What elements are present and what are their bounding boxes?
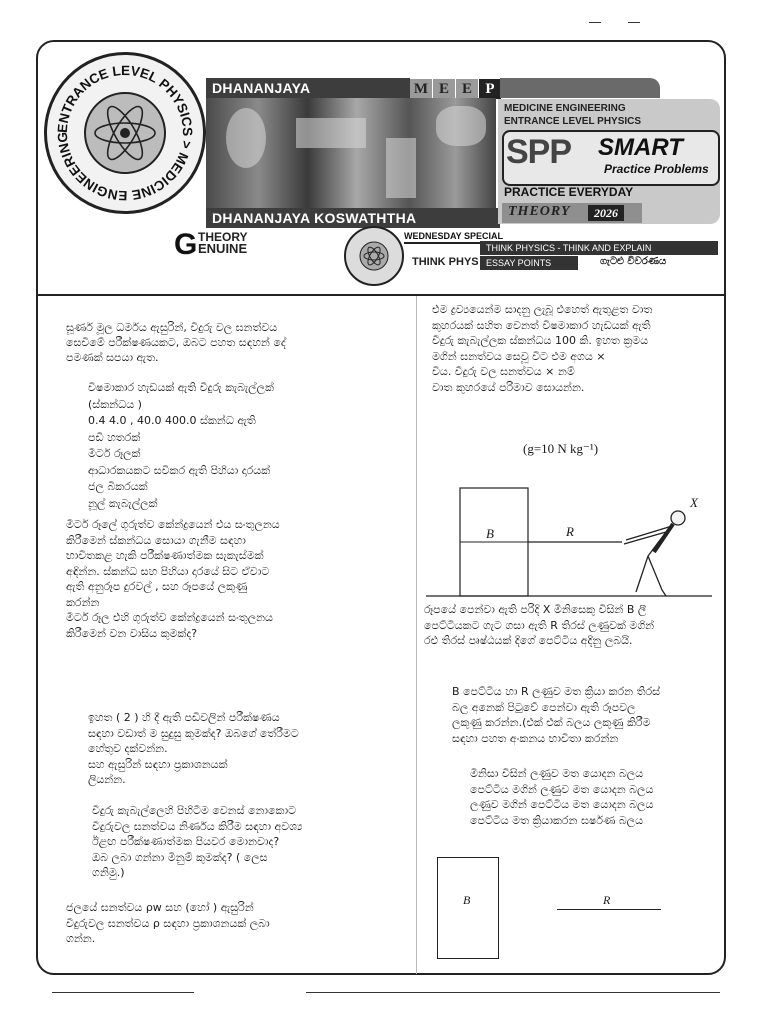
question-1: මීටර් රූලේ ගුරුත්ව කේන්ද්‍රයෙන් එය සංතුලනය කිරීමෙන් ස්කන්ධය සොයා ගැනීම සඳහා භාවිතකළ හැකි පරීක්ෂණාත්මක සැකැස්මක් අඳින්න. ස්කන්ධ සහ පිහියා දාරයේ සිට ඒවාට ඇති අනුරූප දුරවල් , සහ රූපයේ ලකුණු කරන්න මීටර් රූල එහි ගුරුත්ව කේන්ද්‍රයෙන් සංතුලනය කිරීමෙන් වන වාසිය කුමක්ද? bbox=[66, 518, 280, 640]
footer-line-right bbox=[306, 992, 720, 993]
cavity-question: එම ද්‍රව්‍යයෙන්ම සාදනු ලැබූ එහෙත් ඇතුළත වාත කුහරයක් සහිත වෙනත් විෂමාකාර හැඩයක් ඇති වීදුරු කැබැල්ලක ස්කන්ධය 100 කි. ඉහත ක්‍රමය මගින් ඝනත්වය සෙවූ විට එම අගය × විය. වීදුරු වල ඝනත්වය × නම් වාත කුහරයේ පරිමාව සොයන්න. bbox=[432, 303, 653, 394]
header-dash bbox=[628, 22, 640, 23]
man-X-label: X bbox=[690, 495, 698, 510]
think-physics-bar: THINK PHYSICS - THINK AND EXPLAIN bbox=[480, 241, 718, 255]
practice-everyday-text: PRACTICE EVERYDAY bbox=[504, 185, 634, 199]
essay-points-bar: ESSAY POINTS bbox=[480, 256, 578, 270]
list-item: මීටර් රූලක් bbox=[88, 447, 141, 460]
author-name-top: DHANANJAYA bbox=[206, 78, 410, 98]
meep-logo: M E E P bbox=[410, 78, 502, 98]
side-line-2: ENTRANCE LEVEL PHYSICS bbox=[504, 116, 642, 127]
question-5: B පෙට්ටිය හා R ලණුව මත ක්‍රියා කරන තිරස් බල අනෙක් පිටුවේ පෙන්වා ඇති රූපවල ලකුණු කරන්න.(එක් එක් බලය ලකුණු කිරීම සඳහා පහත අංකනය භාවිතා කරන්න bbox=[452, 685, 661, 745]
box-B-diagram-label: B bbox=[463, 893, 471, 907]
figure-caption: රූපයේ පෙන්වා ඇති පරිදි X මිනිසෙකු විසින් B ලී පෙට්ටියකට ගැට ගසා ඇති R තිරස් ලණුවක් මගින් රළු තිරස් පෘෂ්ඨයක් දිගේ පෙට්ටිය අදිනු ලබයි. bbox=[424, 603, 655, 647]
list-item: මිනිසා විසින් ලණුව මත යොදන බලය bbox=[470, 767, 644, 780]
intro-paragraph: සූර්ණ මූල ධර්මය ඇසුරින්, වීදුරු වල ඝනත්වය සෙවීමේ පරීක්ෂණයකට, ඔබට පහත සඳහන් දේ පමණක් සපයා ඇත. bbox=[66, 321, 286, 364]
rope-R-diagram-label: R bbox=[603, 893, 611, 907]
side-line-1: MEDICINE ENGINEERING bbox=[504, 103, 626, 114]
header-dash bbox=[589, 22, 601, 23]
force-notation-list bbox=[470, 766, 653, 828]
practice-problems-text: Practice Problems bbox=[604, 162, 709, 176]
course-seal-logo bbox=[44, 52, 206, 214]
apparatus-list bbox=[88, 380, 274, 512]
footer-line-left bbox=[52, 992, 194, 993]
list-item: ජල බීකරයක් bbox=[88, 480, 148, 493]
wednesday-special-label: WEDNESDAY SPECIAL bbox=[404, 231, 504, 241]
think-phys-logo: THINK PHYS bbox=[412, 256, 479, 268]
question-2: ඉහත ( 2 ) හි දී ඇති පඩිවලින් පරීක්ෂණය සඳහා වඩාත් ම සුදුසු කුමක්ද? ඔබගේ තේරීමට හේතුව දක්වන්න. සහ ඇසුරින් සඳහා ප්‍රකාශනයක් ලියන්න. bbox=[88, 711, 299, 786]
question-4: ජලයේ ඝනත්වය ρw සහ (හෝ ) ඇසුරින් වීදුරුවල ඝනත්වය ρ සඳහා ප්‍රකාශනයක් ලබා ගන්න. bbox=[66, 901, 270, 945]
box-B-label: B bbox=[486, 526, 494, 541]
man-X-figure bbox=[624, 511, 685, 596]
genuine-theory-logo: G bbox=[174, 228, 198, 261]
smart-text: SMART bbox=[598, 134, 683, 161]
essay-sinhala-label: ගැටළු විවරණය bbox=[600, 256, 667, 267]
year-badge: 2026 bbox=[588, 205, 624, 221]
gravity-label: (g=10 N kg⁻¹) bbox=[523, 441, 599, 456]
seal-text: ENTRANCE LEVEL PHYSICS > MEDICINE ENGINEERING bbox=[54, 62, 196, 204]
banner-divider bbox=[404, 242, 480, 244]
author-name-bottom: DHANANJAYA KOSWATHTHA bbox=[206, 208, 500, 228]
list-item: 0.4 4.0 , 40.0 400.0 ස්කන්ධ ඇති bbox=[88, 414, 256, 427]
header-separator bbox=[36, 294, 726, 296]
wednesday-seal-logo bbox=[344, 226, 404, 286]
list-item: පඩි හතරක් bbox=[88, 430, 141, 444]
theory-label: THEORY bbox=[508, 204, 571, 219]
science-collage-image bbox=[206, 98, 496, 214]
box-B-diagram bbox=[437, 857, 499, 959]
list-item: පෙට්ටිය මත ක්‍රියාකරන ඝර්ෂණ බලය bbox=[470, 813, 643, 827]
header-bar-extension bbox=[500, 78, 660, 98]
list-item: නූල් කැබැල්ලක් bbox=[88, 496, 158, 510]
genuine-theory-text: THEORY ENUINE bbox=[198, 230, 248, 256]
list-item: ලණුව මගින් පෙට්ටිය මත යොදන බලය bbox=[470, 798, 654, 811]
column-separator bbox=[416, 296, 417, 974]
rope-R-diagram bbox=[557, 909, 661, 910]
list-item: (ස්කන්ධය ) bbox=[88, 397, 142, 411]
spp-logo-text: SPP bbox=[506, 133, 572, 171]
list-item: පෙට්ටිය මගින් ලණුව මත යොදන බලය bbox=[470, 782, 654, 796]
question-3: වීදුරු කැබැල්ලෙහි පිහිටීම වෙනස් නොකොට වීදුරුවල ඝනත්වය නිර්ණය කිරීම සඳහා අවශ්‍ය ඊළඟ පරීක්ෂණාත්මක පියවර මොනවාද? ඔබ ලබා ගන්නා මිනුම් කුමක්ද? ( ලෙස ගනිමු.) bbox=[92, 804, 303, 879]
list-item: ආධාරකයකට සවිකර ඇති පිහියා දාරයක් bbox=[88, 463, 271, 477]
list-item: විෂමාකාර හැඩයක් ඇති වීදුරු කැබැල්ලක් bbox=[88, 381, 274, 394]
rope-R-label: R bbox=[566, 524, 574, 539]
